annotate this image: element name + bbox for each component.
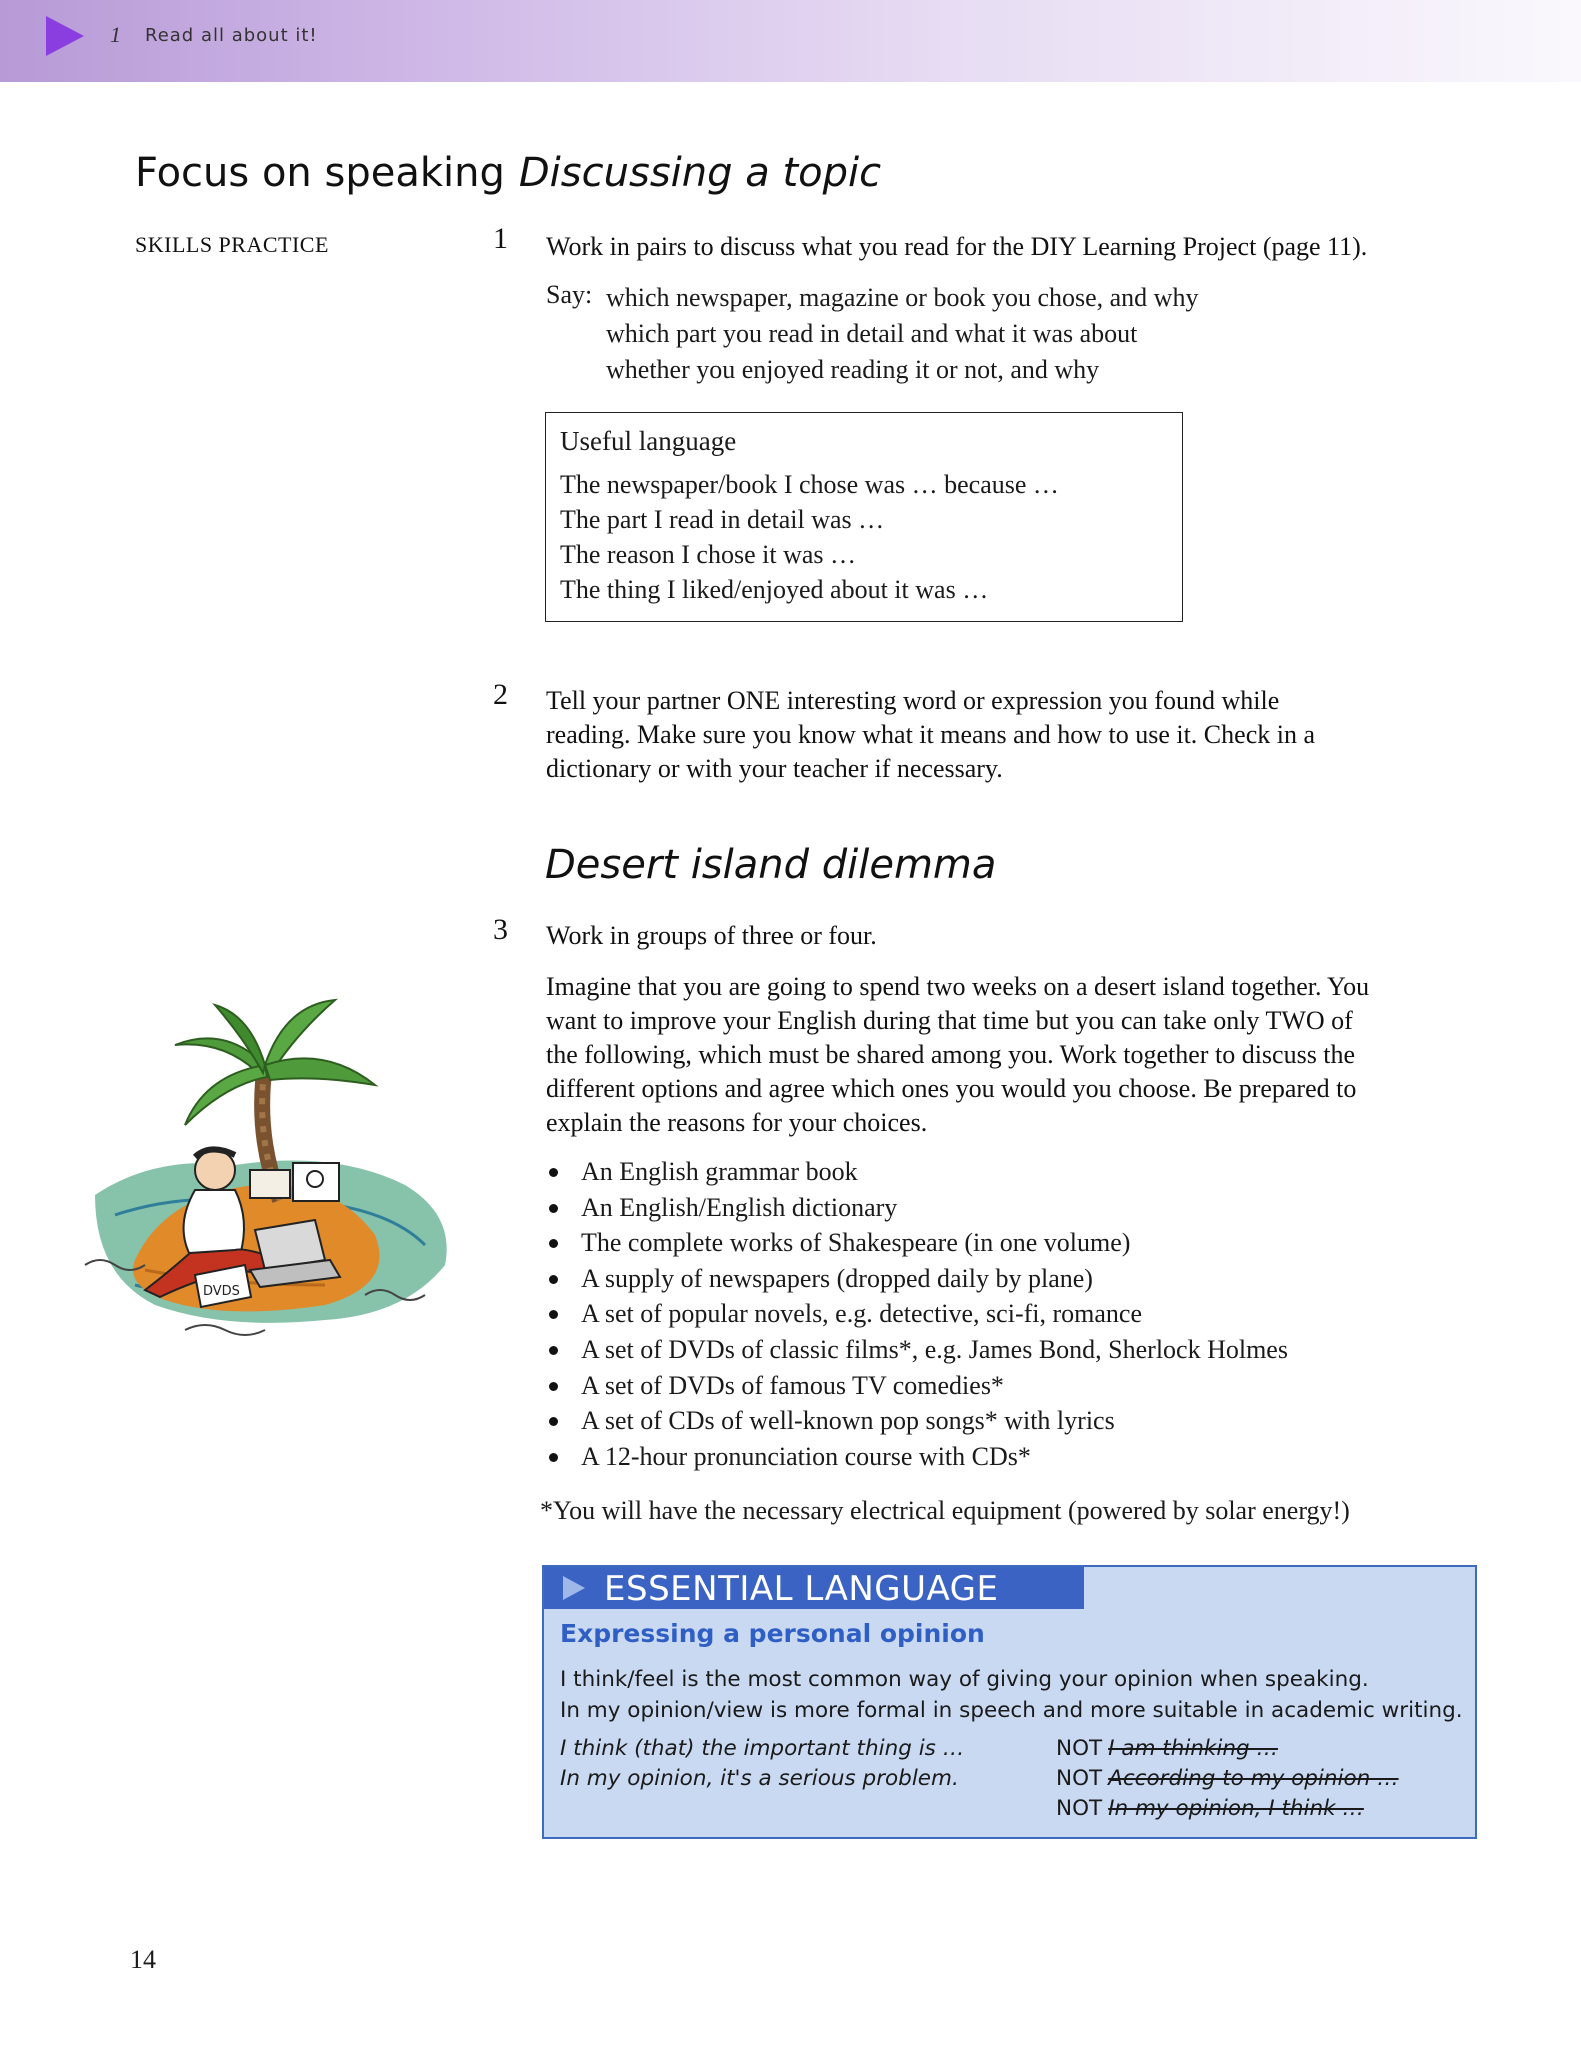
struck-phrase: I am thinking … [1108, 1736, 1278, 1761]
not-word: NOT [1056, 1796, 1103, 1821]
chapter-title: Read all about it! [145, 25, 318, 46]
list-item: A set of popular novels, e.g. detective, sci-fi, romance [545, 1296, 1288, 1332]
list-item: A supply of newspapers (dropped daily by plane) [545, 1261, 1288, 1297]
list-item: A set of DVDs of classic films*, e.g. James Bond, Sherlock Holmes [545, 1332, 1288, 1368]
list-item: A set of DVDs of famous TV comedies* [545, 1368, 1288, 1404]
section-title-main: Focus on speaking [135, 150, 505, 196]
essential-language-subtitle: Expressing a personal opinion [560, 1619, 985, 1648]
question-2-line: dictionary or with your teacher if necessary. [546, 754, 1003, 783]
phrase-explanation: is more formal in speech and more suitable in academic writing. [763, 1698, 1463, 1723]
question-2-text [546, 684, 1315, 786]
chapter-number: 1 [110, 22, 121, 47]
paragraph-line: different options and agree which ones you would you choose. Be prepared to [546, 1074, 1357, 1103]
list-item: A set of CDs of well-known pop songs* with lyrics [545, 1403, 1288, 1439]
desert-island-illustration [75, 985, 505, 1395]
question-2-line: reading. Make sure you know what it means and how to use it. Check in a [546, 720, 1315, 749]
options-list [545, 1154, 1288, 1474]
question-number-2: 2 [493, 678, 508, 711]
section-title [135, 150, 881, 196]
useful-language-line: The reason I chose it was … [560, 540, 857, 569]
list-item: An English/English dictionary [545, 1190, 1288, 1226]
essential-language-label: ESSENTIAL LANGUAGE [604, 1569, 999, 1609]
paragraph-line: explain the reasons for your choices. [546, 1108, 928, 1137]
question-number-1: 1 [493, 222, 508, 255]
play-triangle-icon [562, 1575, 586, 1601]
essential-language-line [560, 1698, 1463, 1723]
paragraph-line: the following, which must be shared among you. Work together to discuss the [546, 1040, 1356, 1069]
chapter-header-band [0, 0, 1581, 82]
paragraph-line: want to improve your English during that time but you can take only TWO of [546, 1006, 1353, 1035]
desert-island-heading: Desert island dilemma [545, 842, 997, 888]
footnote: *You will have the necessary electrical equipment (powered by solar energy!) [540, 1496, 1350, 1525]
say-list [606, 280, 1198, 388]
example-sentence: I think (that) the important thing is … [560, 1736, 965, 1761]
list-item: A 12-hour pronunciation course with CDs* [545, 1439, 1288, 1475]
paragraph-line: Imagine that you are going to spend two weeks on a desert island together. You [546, 972, 1370, 1001]
question-3-paragraph [546, 970, 1369, 1140]
say-item: which part you read in detail and what it was about [606, 319, 1138, 348]
list-item: The complete works of Shakespeare (in one volume) [545, 1225, 1288, 1261]
question-1-text: Work in pairs to discuss what you read for the DIY Learning Project (page 11). [546, 232, 1368, 261]
essential-language-line [560, 1667, 1369, 1692]
incorrect-example [1056, 1736, 1278, 1761]
not-word: NOT [1056, 1736, 1103, 1761]
say-label: Say: [546, 280, 593, 309]
page-number: 14 [130, 1945, 156, 1974]
example-sentence: In my opinion, it's a serious problem. [560, 1766, 959, 1791]
skills-practice-label: SKILLS PRACTICE [135, 232, 329, 257]
useful-language-box [545, 412, 1183, 622]
list-item: An English grammar book [545, 1154, 1288, 1190]
phrase-highlight: In my opinion/view [560, 1698, 764, 1723]
phrase-highlight: I think/feel [560, 1667, 675, 1692]
incorrect-example [1056, 1796, 1364, 1821]
question-number-3: 3 [493, 913, 508, 946]
say-item: which newspaper, magazine or book you chose, and why [606, 283, 1199, 312]
section-subtitle: Discussing a topic [518, 150, 882, 196]
dvds-box-label: DVDS [203, 1284, 240, 1299]
play-triangle-icon [44, 14, 86, 58]
question-2-line: Tell your partner ONE interesting word or expression you found while [546, 686, 1280, 715]
essential-language-tab [544, 1567, 1084, 1609]
question-3-intro: Work in groups of three or four. [546, 921, 877, 950]
not-word: NOT [1056, 1766, 1103, 1791]
useful-language-line: The newspaper/book I chose was … because … [560, 470, 1059, 499]
essential-language-box [542, 1565, 1477, 1839]
useful-language-title: Useful language [560, 426, 737, 456]
struck-phrase: In my opinion, I think … [1108, 1796, 1364, 1821]
incorrect-example [1056, 1766, 1399, 1791]
useful-language-line: The thing I liked/enjoyed about it was … [560, 575, 989, 604]
phrase-explanation: is the most common way of giving your opinion when speaking. [674, 1667, 1369, 1692]
useful-language-line: The part I read in detail was … [560, 505, 885, 534]
struck-phrase: According to my opinion … [1108, 1766, 1399, 1791]
say-item: whether you enjoyed reading it or not, and why [606, 355, 1100, 384]
